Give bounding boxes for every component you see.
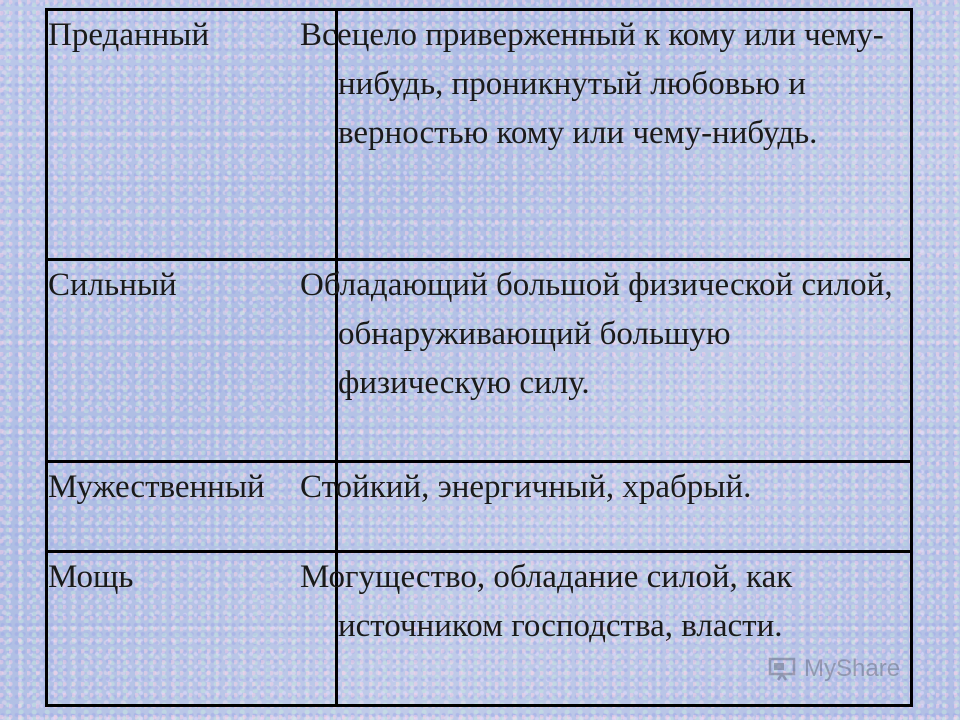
term-cell: Мужественный [47, 462, 337, 552]
definition-cell: Обладающий большой физической силой, обнаруживающий большую физическую силу. [337, 260, 912, 462]
table-row [47, 462, 912, 552]
definition-cell: Стойкий, энергичный, храбрый. [337, 462, 912, 552]
presentation-board-icon [768, 657, 798, 681]
term-cell: Мощь [47, 552, 337, 706]
term-cell: Сильный [47, 260, 337, 462]
definition-cell: Всецело приверженный к кому или чему-нибудь, проникнутый любовью и верностью кому или чему-нибудь. [337, 10, 912, 260]
term-cell: Преданный [47, 10, 337, 260]
definition-cell: Могущество, обладание силой, как источником господства, власти. [337, 552, 912, 706]
table-row [47, 260, 912, 462]
definitions-table [45, 8, 913, 707]
table-row [47, 10, 912, 260]
watermark [768, 655, 900, 683]
watermark-text: MyShare [804, 655, 901, 682]
